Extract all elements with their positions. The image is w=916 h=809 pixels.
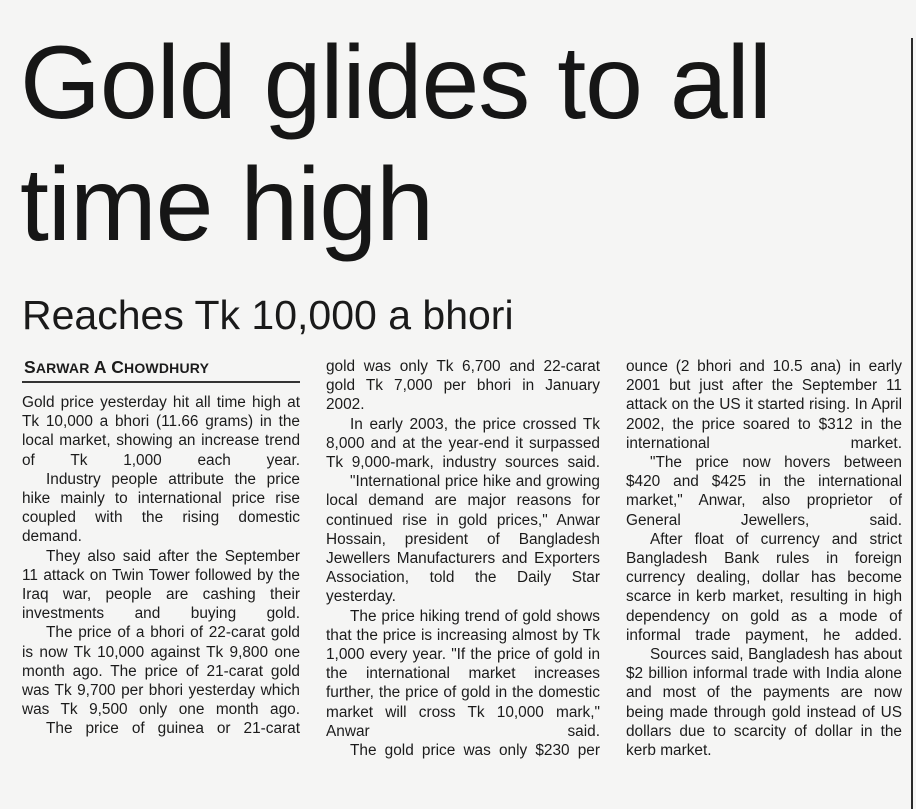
byline-initial-first: S: [24, 357, 36, 377]
paragraph: gold was only Tk 6,700 and 22-carat gold Tk 7,000 per bhori in January 2002.: [326, 358, 600, 414]
paragraph: The price hiking trend of gold shows that the price is increasing almost by Tk 1,000 every year. "If the price of gold in the international market increases further, the price of gold in the domestic market will cross Tk 10,000 mark," Anwar said.: [326, 607, 600, 740]
paragraph: Industry people attribute the price hike mainly to international price rise coupled with the rising domestic demand.: [22, 470, 300, 546]
paragraph: Sources said, Bangladesh has about $2 billion informal trade with India alone and most of the payments are now being made through gold instead of US dollars due to scarcity of dollar in the kerb market.: [626, 646, 902, 760]
article-column-2: [326, 357, 600, 760]
paragraph: "The price now hovers between $420 and $425 in the international market," Anwar, also proprietor of General Jewellers, said.: [626, 454, 902, 529]
paragraph: The gold price was only $230 per: [350, 742, 600, 760]
column-rule: [911, 38, 913, 809]
byline: [24, 356, 209, 379]
paragraph: After float of currency and strict Bangladesh Bank rules in foreign currency dealing, dollar has become scarce in kerb market, resulting in high dependency on gold as a mode of informal trade payment, he added.: [626, 530, 902, 644]
headline-line-2: time high: [20, 147, 433, 263]
byline-first-name-rest: ARWAR: [35, 360, 90, 376]
headline-line-1: Gold glides to all: [20, 25, 771, 141]
subheadline: Reaches Tk 10,000 a bhori: [22, 292, 514, 338]
article-column-3: [626, 357, 902, 760]
headline: [20, 22, 900, 266]
byline-last-name-rest: HOWDHURY: [124, 360, 210, 376]
article-column-1: [22, 393, 300, 739]
paragraph: In early 2003, the price crossed Tk 8,000 and at the year-end it surpassed Tk 9,000-mark, industry sources said.: [326, 415, 600, 472]
byline-initial-last: C: [111, 357, 125, 377]
paragraph: "International price hike and growing local demand are major reasons for continued rise in gold prices," Anwar Hossain, president of Bangladesh Jewellers Manufacturers and Exporters Association, told the Daily Star yesterday.: [326, 473, 600, 606]
paragraph: Gold price yesterday hit all time high at Tk 10,000 a bhori (11.66 grams) in the local market, showing an increase trend of Tk 1,000 each year.: [22, 394, 300, 469]
paragraph: ounce (2 bhori and 10.5 ana) in early 2001 but just after the September 11 attack on the US it started rising. In April 2002, the price soared to $312 in the international market.: [626, 358, 902, 452]
byline-middle-initial: A: [89, 357, 112, 377]
paragraph: They also said after the September 11 attack on Twin Tower followed by the Iraq war, people are cashing their investments and buying gold.: [22, 547, 300, 623]
byline-rule: [22, 381, 300, 383]
paragraph: The price of a bhori of 22-carat gold is now Tk 10,000 against Tk 9,800 one month ago. The price of 21-carat gold was Tk 9,700 per bhori yesterday which was Tk 9,500 only one month ago.: [22, 624, 300, 719]
paragraph: The price of guinea or 21-carat: [46, 720, 300, 738]
